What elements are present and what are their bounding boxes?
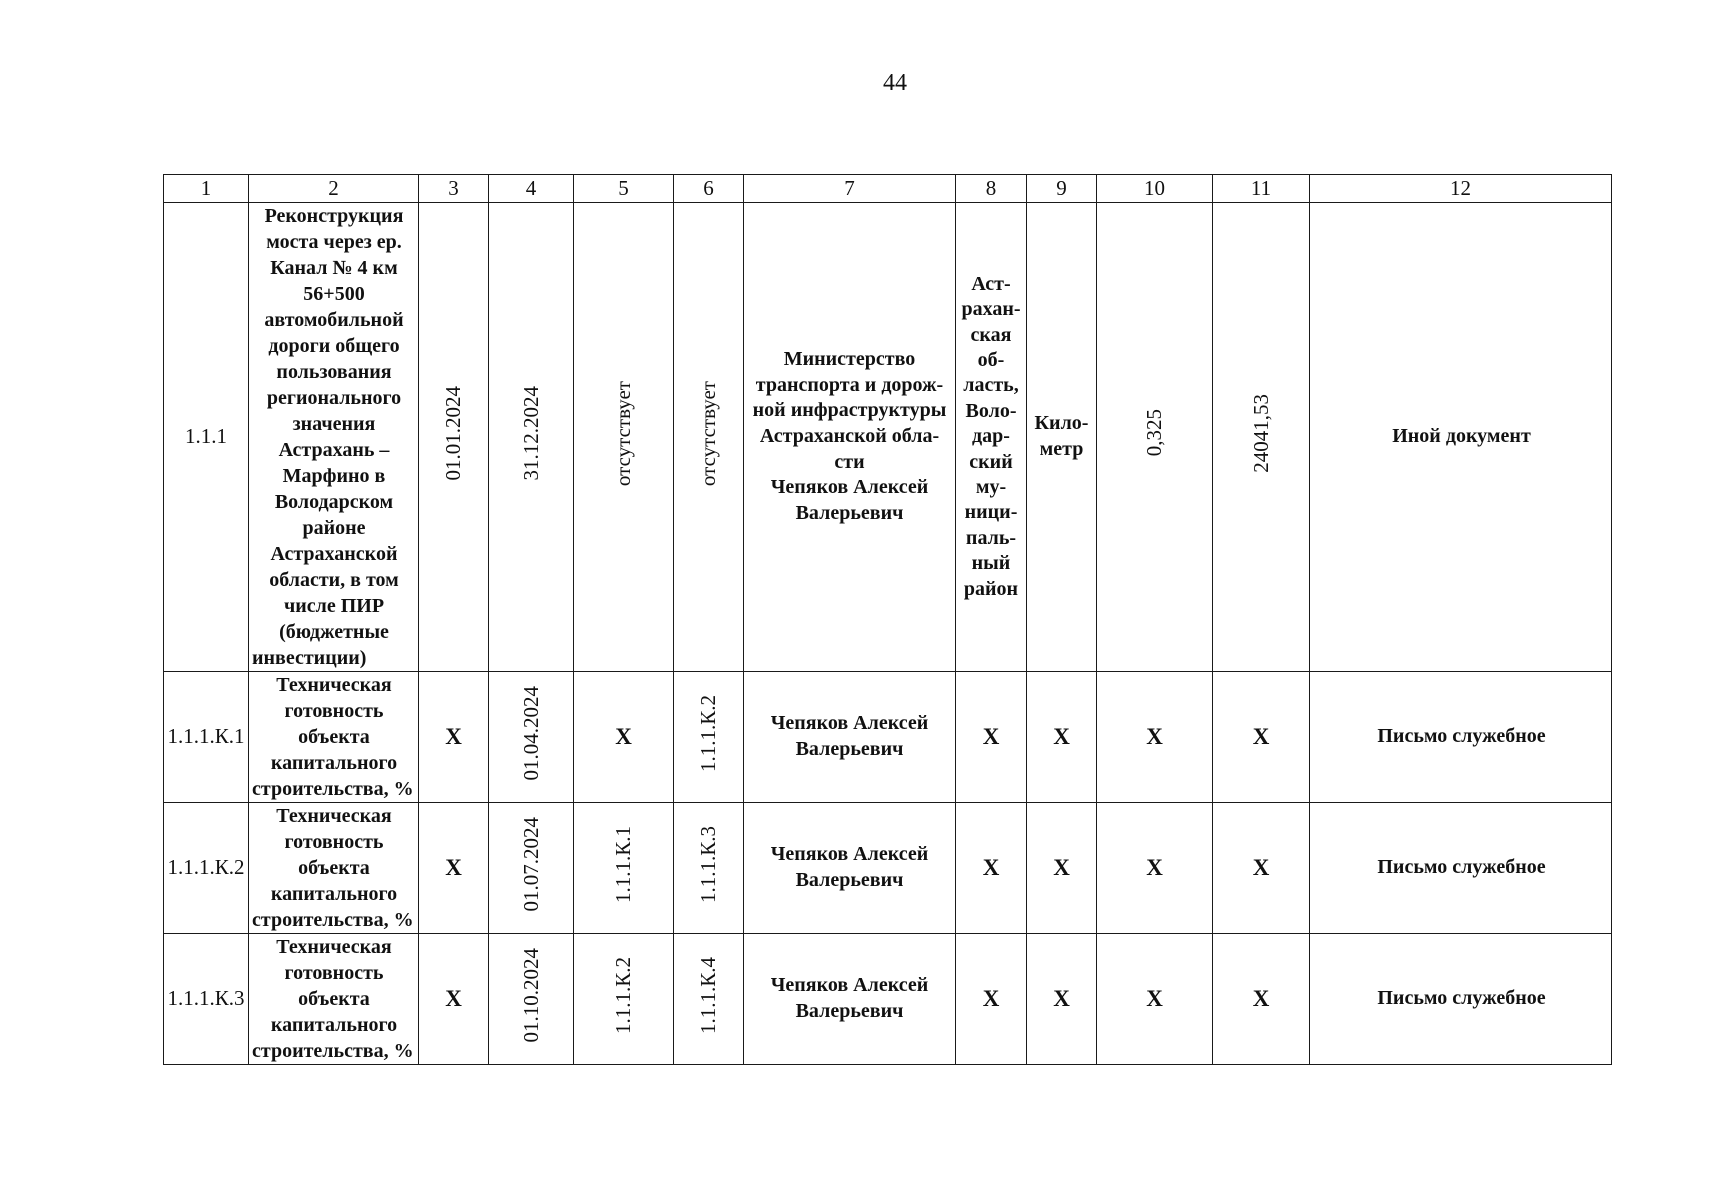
responsible-line: сти: [834, 450, 865, 473]
row-code: 1.1.1.К.2: [164, 802, 249, 933]
header-cell: 3: [419, 175, 489, 203]
date-cell: [489, 802, 574, 933]
next-value: 1.1.1.К.4: [696, 956, 721, 1034]
x-cell: X: [419, 671, 489, 802]
prev-value: 1.1.1.К.2: [611, 956, 636, 1034]
control-date: 01.04.2024: [518, 685, 543, 781]
responsible-line: Валерьевич: [795, 737, 904, 760]
unit-line: Кило-: [1034, 412, 1089, 435]
control-date: 01.07.2024: [518, 816, 543, 912]
prev-cell: X: [574, 671, 674, 802]
responsible-cell: [744, 802, 956, 933]
header-cell: 7: [744, 175, 956, 203]
header-cell: 4: [489, 175, 574, 203]
document-type: Письмо служебное: [1310, 802, 1612, 933]
responsible-cell: [744, 933, 956, 1064]
responsible-line: Чепяков Алексей: [770, 843, 929, 866]
header-cell: 8: [956, 175, 1027, 203]
next-value: отсутствует: [696, 380, 721, 486]
x-cell: X: [419, 802, 489, 933]
x-cell: X: [1027, 933, 1097, 1064]
x-cell: X: [1097, 802, 1213, 933]
next-cell: [674, 933, 744, 1064]
start-date-cell: [419, 202, 489, 671]
responsible-line: Валерьевич: [795, 999, 904, 1022]
header-cell: 6: [674, 175, 744, 203]
x-cell: X: [419, 933, 489, 1064]
location-line: рахан-: [961, 298, 1021, 321]
start-date: 01.01.2024: [441, 385, 466, 481]
responsible-line: транспорта и дорож-: [755, 373, 944, 396]
row-code: 1.1.1.К.1: [164, 671, 249, 802]
responsible-line: Валерьевич: [795, 501, 904, 524]
location-line: район: [963, 577, 1019, 600]
responsible-line: Астраханской обла-: [759, 425, 940, 448]
amount-cell: [1213, 202, 1310, 671]
responsible-cell: [744, 202, 956, 671]
location-line: ници-: [964, 501, 1018, 524]
next-value: 1.1.1.К.3: [696, 825, 721, 903]
x-cell: X: [1097, 933, 1213, 1064]
header-cell: 12: [1310, 175, 1612, 203]
header-cell: 11: [1213, 175, 1310, 203]
location-line: ский: [969, 450, 1013, 473]
x-cell: X: [1213, 933, 1310, 1064]
next-cell: [674, 671, 744, 802]
location-line: му-: [975, 475, 1007, 498]
next-cell: [674, 202, 744, 671]
prev-value: отсутствует: [611, 380, 636, 486]
row-name: Техническая готовность объекта капитального строительства, %: [249, 671, 419, 802]
header-cell: 10: [1097, 175, 1213, 203]
location-line: паль-: [965, 526, 1017, 549]
row-name: Техническая готовность объекта капитального строительства, %: [249, 933, 419, 1064]
location-cell: [956, 202, 1027, 671]
next-cell: [674, 802, 744, 933]
location-line: ласть,: [963, 374, 1019, 397]
amount: 24041,53: [1248, 393, 1273, 473]
responsible-line: ной инфраструктуры: [752, 399, 947, 422]
x-cell: X: [1213, 802, 1310, 933]
document-type: Иной документ: [1310, 202, 1612, 671]
table-row: [164, 202, 1612, 671]
location-line: Аст-: [971, 272, 1011, 295]
next-value: 1.1.1.К.2: [696, 694, 721, 772]
date-cell: [489, 933, 574, 1064]
row-code: 1.1.1.К.3: [164, 933, 249, 1064]
table-row: [164, 802, 1612, 933]
x-cell: X: [956, 802, 1027, 933]
page-number: 44: [883, 70, 907, 96]
table-row: [164, 671, 1612, 802]
value-cell: [1097, 202, 1213, 671]
unit-line: метр: [1039, 437, 1084, 460]
x-cell: X: [1097, 671, 1213, 802]
location-line: дар-: [972, 425, 1010, 448]
location-line: ская: [970, 323, 1012, 346]
x-cell: X: [956, 933, 1027, 1064]
header-cell: 1: [164, 175, 249, 203]
end-date: 31.12.2024: [518, 385, 543, 481]
header-cell: 9: [1027, 175, 1097, 203]
responsible-line: Чепяков Алексей: [770, 974, 929, 997]
plan-table: [163, 174, 1612, 1065]
row-name: Техническая готовность объекта капитального строительства, %: [249, 802, 419, 933]
end-date-cell: [489, 202, 574, 671]
document-type: Письмо служебное: [1310, 671, 1612, 802]
control-date: 01.10.2024: [518, 947, 543, 1043]
table-row: [164, 933, 1612, 1064]
x-cell: X: [956, 671, 1027, 802]
prev-value: 1.1.1.К.1: [611, 825, 636, 903]
date-cell: [489, 671, 574, 802]
header-cell: 2: [249, 175, 419, 203]
prev-cell: [574, 933, 674, 1064]
row-code: 1.1.1: [164, 202, 249, 671]
unit-cell: [1027, 202, 1097, 671]
responsible-line: Министерство: [783, 348, 916, 371]
value: 0,325: [1142, 409, 1167, 457]
location-line: об-: [977, 349, 1005, 371]
prev-cell: [574, 202, 674, 671]
responsible-line: Чепяков Алексей: [770, 476, 929, 499]
location-line: Воло-: [965, 399, 1017, 422]
document-type: Письмо служебное: [1310, 933, 1612, 1064]
x-cell: X: [1213, 671, 1310, 802]
responsible-line: Валерьевич: [795, 868, 904, 891]
responsible-line: Чепяков Алексей: [770, 712, 929, 735]
location-line: ный: [971, 552, 1011, 575]
x-cell: X: [1027, 671, 1097, 802]
x-cell: X: [1027, 802, 1097, 933]
header-cell: 5: [574, 175, 674, 203]
prev-cell: [574, 802, 674, 933]
row-name: Реконструкция моста через ер. Канал № 4 км 56+500 автомобильной дороги общего пользования регионального значения Астрахань – Марфино в Володарском районе Астраханской области, в том числе ПИР (бюджетные инвестиции): [249, 202, 419, 671]
header-row: [164, 175, 1612, 203]
responsible-cell: [744, 671, 956, 802]
